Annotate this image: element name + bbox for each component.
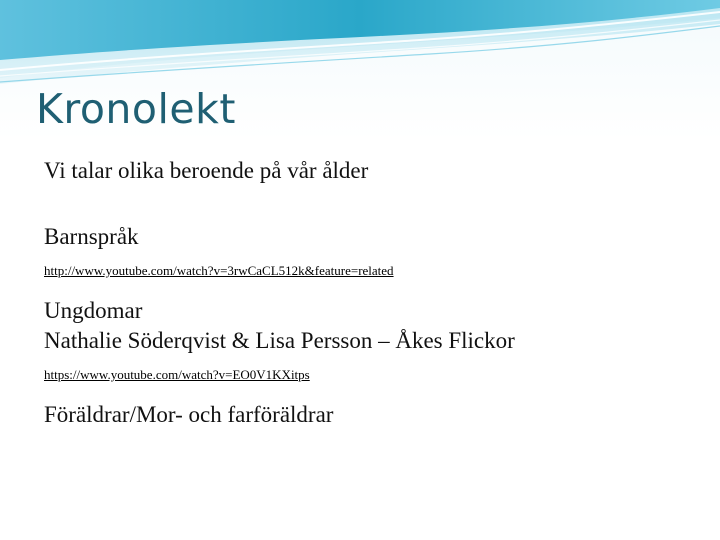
link-barnsprak-video[interactable]: http://www.youtube.com/watch?v=3rwCaCL512k&feature=related xyxy=(44,263,394,278)
intro-text: Vi talar olika beroende på vår ålder xyxy=(44,158,369,183)
heading-ungdomar: Ungdomar xyxy=(44,298,143,323)
heading-foraldrar: Föräldrar/Mor- och farföräldrar xyxy=(44,402,334,427)
slide-body xyxy=(44,156,704,430)
decorative-wave-banner xyxy=(0,0,720,90)
example-ungdomar: Nathalie Söderqvist & Lisa Persson – Åkes Flickor xyxy=(44,328,515,353)
link-ungdomar-video[interactable]: https://www.youtube.com/watch?v=EO0V1KXitps xyxy=(44,367,310,382)
slide-title: Kronolekt xyxy=(36,85,236,133)
heading-barnsprak: Barnspråk xyxy=(44,224,139,249)
